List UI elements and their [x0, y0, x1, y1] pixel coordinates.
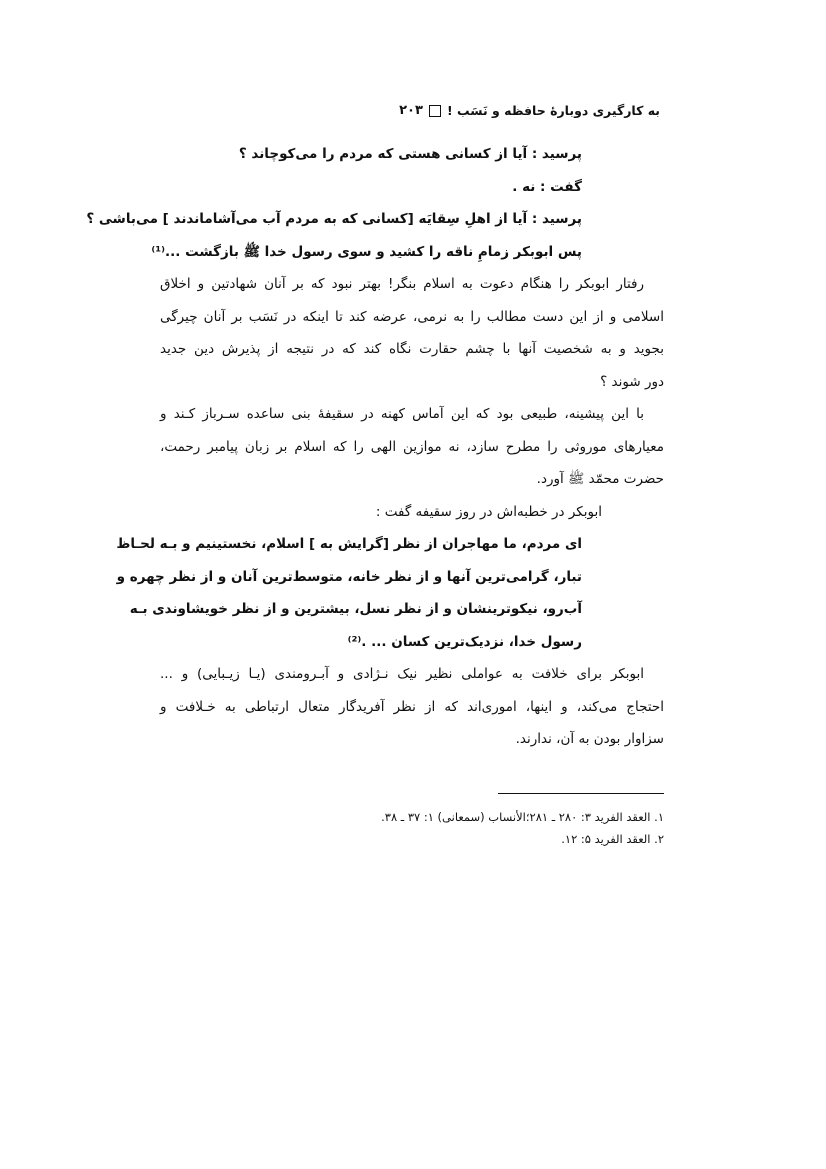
paragraph-line: احتجاج می‌کند، و اینها، اموری‌اند که از نظر آفریدگار متعال ارتباطی به خـلافت و: [160, 698, 664, 715]
paragraph-line: بجوید و به شخصیت آنها با چشم حقارت نگاه کند که در نتیجه از پذیرش دین جدید: [160, 341, 664, 357]
quote-line: آب‌رو، نیکوترینشان و از نظر نسل، بیشترین و از نظر خویشاوندی بـه: [129, 601, 582, 617]
footnote-separator: [498, 793, 664, 794]
quote-line: گفت : نه .: [512, 178, 582, 195]
square-bullet-icon: [429, 105, 441, 117]
paragraph-line: اسلامی و از این دست مطالب را به نرمی، عرضه کند تا اینکه در نَسَب بر آنان چیرگی: [160, 308, 664, 325]
paragraph-line: معیارهای موروثی را مطرح سازد، نه موازین الهی را که اسلام بر زبان پیامبر رحمت،: [160, 438, 664, 455]
page-number: ۲۰۳: [399, 103, 423, 118]
header-title: به کارگیری دوبارۀ حافظه و نَسَب !: [446, 103, 660, 118]
quote-line: رسول خدا، نزدیک‌ترین کسان ... .⁽²⁾: [347, 633, 582, 650]
footnotes: [300, 806, 664, 850]
footnote-2: ۲. العقد الفرید ۵: ۱۲.: [561, 832, 664, 846]
quote-line: تبار، گرامی‌ترین آنها و از نظر خانه، متوسط‌ترین آنان و از نظر چهره و: [116, 568, 582, 585]
quote-line: پرسید : آیا از اهلِ سِقایَه [کسانی که به مردم آب می‌آشاماندند ] می‌باشی ؟: [86, 211, 582, 227]
quote-line: ای مردم، ما مهاجران از نظر [گرایش به ] اسلام، نخستینیم و بـه لحـاظ: [116, 536, 582, 552]
paragraph-line: حضرت محمّد ﷺ آورد.: [536, 471, 664, 487]
paragraph-line: ابوبکر برای خلافت به عواملی نظیر نیک نـژادی و آبـرومندی (یـا زیـبایی) و ...: [160, 666, 644, 682]
paragraph-line: رفتار ابوبکر را هنگام دعوت به اسلام بنگر! بهتر نبود که بر آنان شهادتین و اخلاق: [160, 276, 644, 292]
paragraph-line: سزاوار بودن به آن، ندارند.: [515, 731, 664, 747]
paragraph-line: ابوبکر در خطبه‌اش در روز سقیفه گفت :: [375, 503, 602, 520]
quote-line: پرسید : آیا از کسانی هستی که مردم را می‌کوچاند ؟: [238, 146, 582, 162]
page-body: [86, 138, 664, 756]
running-header: [160, 103, 660, 118]
paragraph-line: دور شوند ؟: [600, 373, 664, 390]
paragraph-line: با این پیشینه، طبیعی بود که این آماس کهنه در سقیفۀ بنی ساعده سـرباز کـند و: [160, 406, 644, 422]
quote-line: پس ابوبکر زمامِ ناقه را کشید و سوی رسول خدا ﷺ بازگشت ...⁽¹⁾: [151, 243, 582, 260]
footnote-1: ۱. العقد الفرید ۳: ۲۸۰ ـ ۲۸۱؛الأنساب (سمعانی) ۱: ۳۷ ـ ۳۸.: [381, 810, 664, 824]
